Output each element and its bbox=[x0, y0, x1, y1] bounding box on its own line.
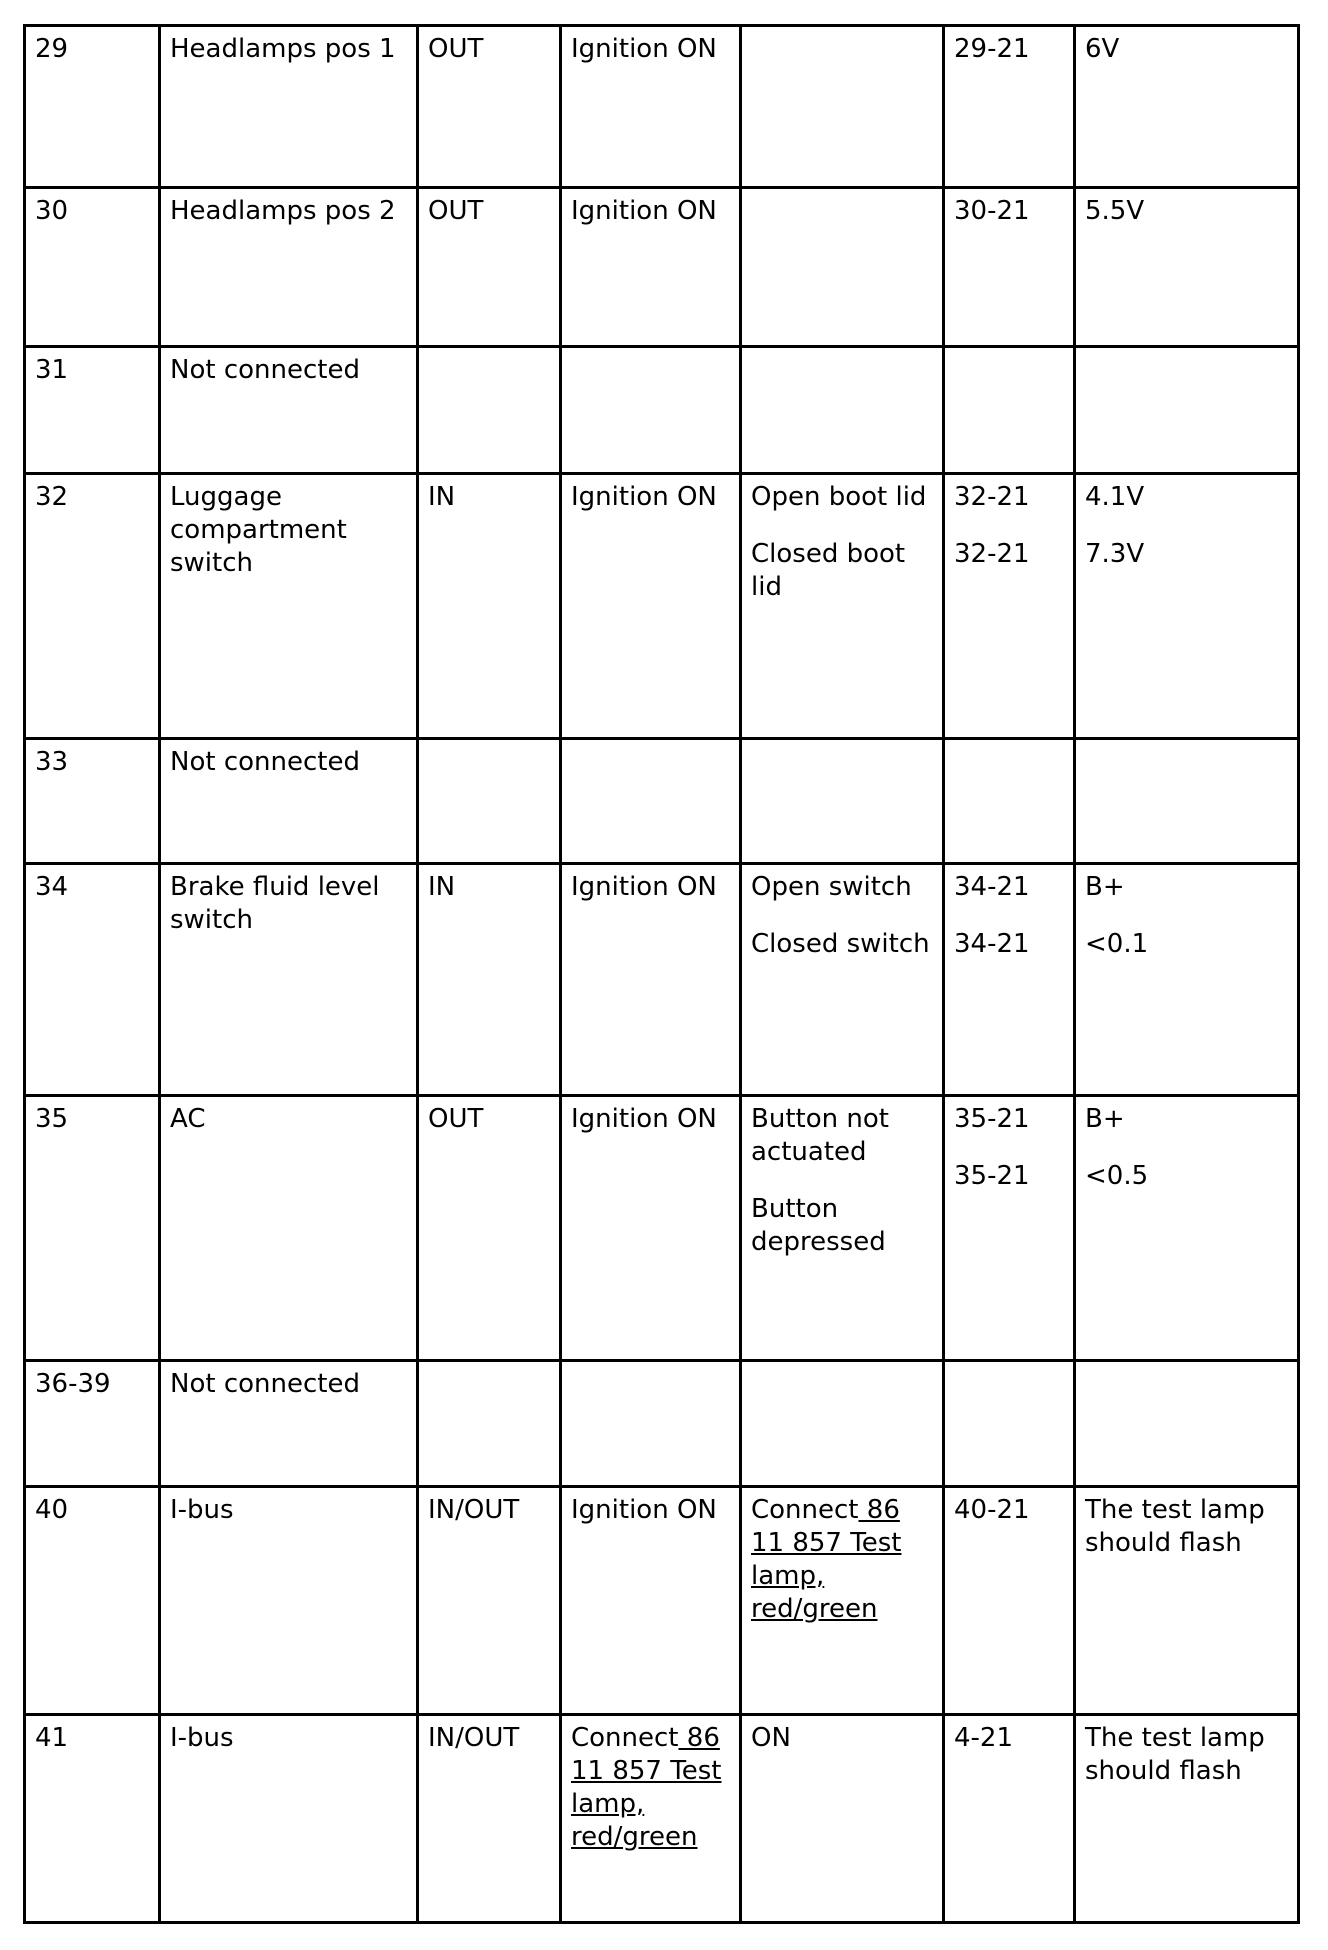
measure-pins-text: 34-21 bbox=[954, 872, 1030, 902]
test-condition bbox=[561, 739, 741, 864]
pin-description: Not connected bbox=[160, 739, 418, 864]
pin-number: 40 bbox=[25, 1487, 160, 1715]
test-state bbox=[741, 474, 944, 739]
table-row bbox=[25, 1361, 1299, 1487]
test-state bbox=[741, 26, 944, 188]
table-row bbox=[25, 188, 1299, 347]
test-state bbox=[741, 347, 944, 474]
expected-value bbox=[1075, 347, 1299, 474]
signal-direction: OUT bbox=[418, 26, 561, 188]
measure-pins bbox=[944, 1096, 1075, 1361]
pin-description: AC bbox=[160, 1096, 418, 1361]
measure-pins-text: 32-21 bbox=[954, 482, 1030, 512]
expected-value-text: 7.3V bbox=[1085, 539, 1145, 569]
test-state bbox=[741, 1096, 944, 1361]
measure-pins-text: 34-21 bbox=[954, 929, 1030, 959]
pin-number: 33 bbox=[25, 739, 160, 864]
pin-description: Not connected bbox=[160, 1361, 418, 1487]
test-state bbox=[741, 739, 944, 864]
signal-direction: IN/OUT bbox=[418, 1715, 561, 1923]
pin-description: I-bus bbox=[160, 1715, 418, 1923]
measure-pins bbox=[944, 347, 1075, 474]
pin-number: 30 bbox=[25, 188, 160, 347]
expected-value-text: B+ bbox=[1085, 1104, 1125, 1134]
pin-number: 36-39 bbox=[25, 1361, 160, 1487]
measure-pins bbox=[944, 864, 1075, 1096]
test-state bbox=[741, 1361, 944, 1487]
measure-pins-text: 35-21 bbox=[954, 1161, 1030, 1191]
test-state-text: ON bbox=[751, 1723, 791, 1753]
expected-value bbox=[1075, 1487, 1299, 1715]
expected-value bbox=[1075, 1715, 1299, 1923]
pin-description: Headlamps pos 1 bbox=[160, 26, 418, 188]
pin-description: Headlamps pos 2 bbox=[160, 188, 418, 347]
expected-value-text: 5.5V bbox=[1085, 196, 1145, 226]
signal-direction: IN bbox=[418, 474, 561, 739]
table-row bbox=[25, 1715, 1299, 1923]
test-condition: Ignition ON bbox=[561, 1096, 741, 1361]
test-state-text: Open boot lid bbox=[751, 482, 927, 512]
measure-pins-text: 40-21 bbox=[954, 1495, 1030, 1525]
test-state bbox=[741, 864, 944, 1096]
table-row bbox=[25, 1487, 1299, 1715]
test-condition: Ignition ON bbox=[561, 188, 741, 347]
test-condition: Connect 86 11 857 Test lamp, red/green bbox=[561, 1715, 741, 1923]
signal-direction: IN bbox=[418, 864, 561, 1096]
expected-value bbox=[1075, 739, 1299, 864]
test-state-text: Closed boot lid bbox=[751, 539, 906, 602]
test-lamp-link[interactable]: 86 11 857 Test lamp, red/green bbox=[571, 1723, 722, 1852]
pin-number: 41 bbox=[25, 1715, 160, 1923]
measure-pins-text: 30-21 bbox=[954, 196, 1030, 226]
pin-number: 29 bbox=[25, 26, 160, 188]
expected-value bbox=[1075, 474, 1299, 739]
table-row bbox=[25, 1096, 1299, 1361]
measure-pins-text: 29-21 bbox=[954, 34, 1030, 64]
measure-pins bbox=[944, 188, 1075, 347]
table-row bbox=[25, 739, 1299, 864]
expected-value-text: The test lamp should flash bbox=[1085, 1723, 1265, 1786]
table-row bbox=[25, 347, 1299, 474]
expected-value bbox=[1075, 26, 1299, 188]
test-condition: Ignition ON bbox=[561, 474, 741, 739]
expected-value-text: <0.1 bbox=[1085, 929, 1149, 959]
expected-value bbox=[1075, 864, 1299, 1096]
test-condition bbox=[561, 1361, 741, 1487]
table-row bbox=[25, 474, 1299, 739]
test-state: Connect 86 11 857 Test lamp, red/green bbox=[741, 1487, 944, 1715]
expected-value bbox=[1075, 1096, 1299, 1361]
measure-pins bbox=[944, 26, 1075, 188]
test-condition: Ignition ON bbox=[561, 26, 741, 188]
expected-value-text: The test lamp should flash bbox=[1085, 1495, 1265, 1558]
test-state bbox=[741, 1715, 944, 1923]
expected-value bbox=[1075, 1361, 1299, 1487]
test-state bbox=[741, 188, 944, 347]
measure-pins bbox=[944, 1715, 1075, 1923]
signal-direction: OUT bbox=[418, 188, 561, 347]
expected-value-text: 4.1V bbox=[1085, 482, 1145, 512]
test-condition: Ignition ON bbox=[561, 864, 741, 1096]
measure-pins bbox=[944, 739, 1075, 864]
expected-value-text: B+ bbox=[1085, 872, 1125, 902]
pin-number: 35 bbox=[25, 1096, 160, 1361]
pin-number: 31 bbox=[25, 347, 160, 474]
test-condition bbox=[561, 347, 741, 474]
pin-description: Brake fluid level switch bbox=[160, 864, 418, 1096]
signal-direction: IN/OUT bbox=[418, 1487, 561, 1715]
signal-direction: OUT bbox=[418, 1096, 561, 1361]
measure-pins bbox=[944, 474, 1075, 739]
measure-pins bbox=[944, 1361, 1075, 1487]
pin-number: 32 bbox=[25, 474, 160, 739]
measure-pins-text: 35-21 bbox=[954, 1104, 1030, 1134]
expected-value-text: <0.5 bbox=[1085, 1161, 1149, 1191]
measure-pins bbox=[944, 1487, 1075, 1715]
table-row bbox=[25, 864, 1299, 1096]
test-lamp-link[interactable]: 86 11 857 Test lamp, red/green bbox=[751, 1495, 902, 1624]
pin-number: 34 bbox=[25, 864, 160, 1096]
signal-direction bbox=[418, 1361, 561, 1487]
test-state-text: Closed switch bbox=[751, 929, 930, 959]
pin-description: Luggage compartment switch bbox=[160, 474, 418, 739]
test-state-text: Open switch bbox=[751, 872, 912, 902]
test-state-text: Button not actuated bbox=[751, 1104, 889, 1167]
measure-pins-text: 32-21 bbox=[954, 539, 1030, 569]
pin-description: I-bus bbox=[160, 1487, 418, 1715]
test-state-text: Button depressed bbox=[751, 1194, 886, 1257]
pin-description: Not connected bbox=[160, 347, 418, 474]
pin-assignment-table bbox=[23, 24, 1300, 1924]
expected-value-text: 6V bbox=[1085, 34, 1120, 64]
test-condition: Ignition ON bbox=[561, 1487, 741, 1715]
signal-direction bbox=[418, 347, 561, 474]
expected-value bbox=[1075, 188, 1299, 347]
table-row bbox=[25, 26, 1299, 188]
measure-pins-text: 4-21 bbox=[954, 1723, 1014, 1753]
signal-direction bbox=[418, 739, 561, 864]
